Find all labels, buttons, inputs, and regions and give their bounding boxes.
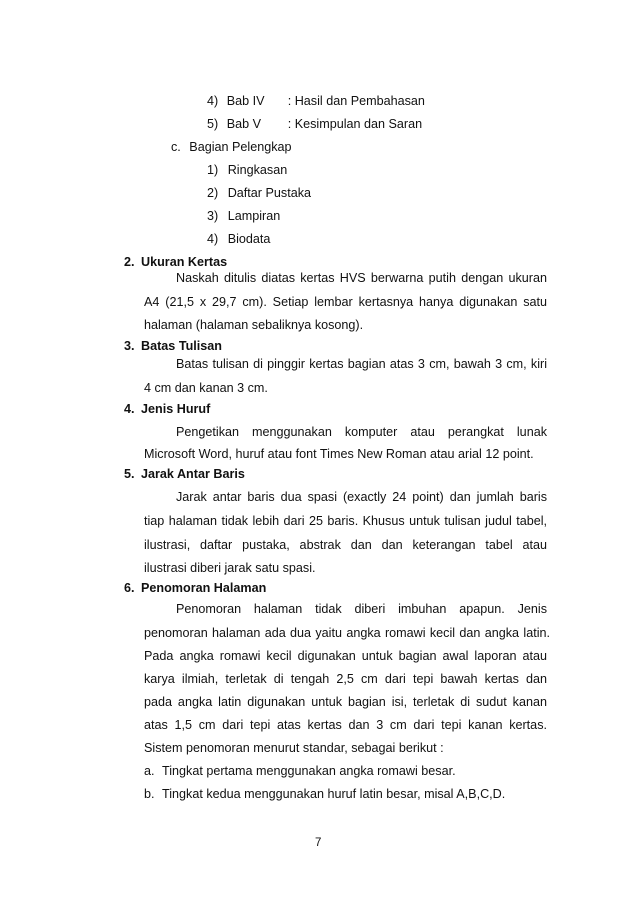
bab-item-label: Bab IV [226,94,265,108]
section-heading [124,255,227,270]
paragraph-line: Jarak antar baris dua spasi (exactly 24 point) dan jumlah baris [176,490,547,504]
pelengkap-item-text: Lampiran [227,209,281,223]
paragraph-line: karya ilmiah, terletak di tengah 2,5 cm dari tepi bawah kertas dan [144,672,547,686]
paragraph-line: 4 cm dan kanan 3 cm. [144,381,268,395]
section-c-title: Bagian Pelengkap [189,140,292,154]
section-c-heading [171,140,292,155]
section-heading [124,581,266,596]
pelengkap-item-text: Ringkasan [227,163,288,177]
paragraph-line: Penomoran halaman tidak diberi imbuhan apapun. Jenis [176,602,547,616]
paragraph-line: Pada angka romawi kecil digunakan untuk bagian awal laporan atau [144,649,547,663]
paragraph-line: halaman (halaman sebaliknya kosong). [144,318,364,332]
bab-item-label: Bab V [226,117,262,131]
sub-item [144,787,505,802]
section-title: Batas Tulisan [141,339,222,353]
sub-item-text: Tingkat kedua menggunakan huruf latin besar, misal A,B,C,D. [162,787,506,801]
pelengkap-item [207,209,280,224]
section-number: 4. [124,402,135,416]
section-heading [124,339,222,354]
bab-item-number: 4) [207,94,219,108]
paragraph-line: Sistem penomoran menurut standar, sebagai berikut : [144,741,444,755]
sub-item-letter: a. [144,764,155,778]
paragraph-line: Microsoft Word, huruf atau font Times New Roman atau arial 12 point. [144,447,534,461]
sub-item [144,764,456,779]
section-title: Jenis Huruf [141,402,211,416]
pelengkap-item [207,186,311,201]
section-heading [124,402,210,417]
paragraph-line: Batas tulisan di pinggir kertas bagian atas 3 cm, bawah 3 cm, kiri [176,357,547,371]
pelengkap-item [207,163,287,178]
bab-item-description: : Kesimpulan dan Saran [287,117,423,131]
paragraph-line: ilustrasi, daftar pustaka, abstrak dan dan keterangan tabel atau [144,538,547,552]
pelengkap-item-number: 2) [207,186,219,200]
paragraph-line: Naskah ditulis diatas kertas HVS berwarna putih dengan ukuran [176,271,547,285]
paragraph-line: A4 (21,5 x 29,7 cm). Setiap lembar kertasnya hanya digunakan satu [144,295,547,309]
section-title: Penomoran Halaman [141,581,267,595]
section-number: 3. [124,339,135,353]
section-c-letter: c. [171,140,181,154]
pelengkap-item-number: 3) [207,209,219,223]
section-number: 6. [124,581,135,595]
paragraph-line: atas 1,5 cm dari tepi atas kertas dan 3 cm dari tepi kanan kertas. [144,718,547,732]
pelengkap-item-text: Biodata [227,232,271,246]
pelengkap-item-number: 1) [207,163,219,177]
bab-item [207,94,425,109]
sub-item-text: Tingkat pertama menggunakan angka romawi besar. [162,764,456,778]
pelengkap-item-number: 4) [207,232,219,246]
bab-item [207,117,422,132]
paragraph-line: ilustrasi diberi jarak satu spasi. [144,561,316,575]
section-number: 2. [124,255,135,269]
paragraph-line: Pengetikan menggunakan komputer atau perangkat lunak [176,425,547,439]
paragraph-line: penomoran halaman ada dua yaitu angka romawi kecil dan angka latin. [144,626,550,640]
bab-item-number: 5) [207,117,219,131]
section-title: Jarak Antar Baris [141,467,245,481]
section-title: Ukuran Kertas [141,255,228,269]
section-heading [124,467,245,482]
paragraph-line: tiap halaman tidak lebih dari 25 baris. Khusus untuk tulisan judul tabel, [144,514,547,528]
section-number: 5. [124,467,135,481]
pelengkap-item-text: Daftar Pustaka [227,186,312,200]
bab-item-description: : Hasil dan Pembahasan [287,94,425,108]
sub-item-letter: b. [144,787,155,801]
page-number: 7 [315,837,322,849]
pelengkap-item [207,232,270,247]
paragraph-line: pada angka latin digunakan untuk bagian isi, terletak di sudut kanan [144,695,547,709]
